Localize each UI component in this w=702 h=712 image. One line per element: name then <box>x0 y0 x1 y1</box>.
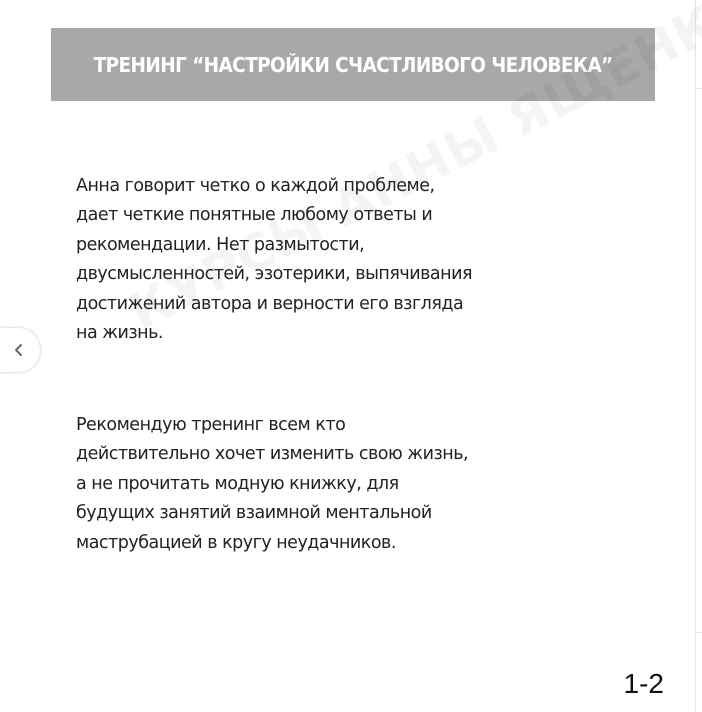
page-indicator: 1-2 <box>623 668 664 699</box>
review-line: дает четкие понятные любому ответы и <box>76 205 433 226</box>
review-line: а не прочитать модную книжку, для <box>76 473 399 494</box>
review-line: маструбацией в кругу неудачников. <box>76 532 396 553</box>
content-right-border <box>695 0 696 712</box>
review-paragraph-2 <box>76 411 596 558</box>
content-divider-top <box>696 88 702 89</box>
review-line: Рекомендую тренинг всем кто <box>76 415 346 435</box>
card-title-bar <box>51 28 655 101</box>
review-line: на жизнь. <box>76 323 163 344</box>
prev-slide-button[interactable] <box>0 328 40 372</box>
review-line: рекомендации. Нет размытости, <box>76 234 365 255</box>
review-line: достижений автора и верности его взгляда <box>76 293 464 314</box>
review-line: Анна говорит четко о каждой проблеме, <box>76 176 435 196</box>
content-divider-bottom <box>696 632 702 633</box>
review-line: двусмысленностей, эзотерики, выпячивания <box>76 264 472 285</box>
chevron-left-icon <box>14 343 26 357</box>
card-title: ТРЕНИНГ “НАСТРОЙКИ СЧАСТЛИВОГО ЧЕЛОВЕКА” <box>93 52 613 77</box>
review-line: будущих занятий взаимной ментальной <box>76 503 432 524</box>
review-paragraph-1 <box>76 172 596 348</box>
review-line: действительно хочет изменить свою жизнь, <box>76 444 469 465</box>
